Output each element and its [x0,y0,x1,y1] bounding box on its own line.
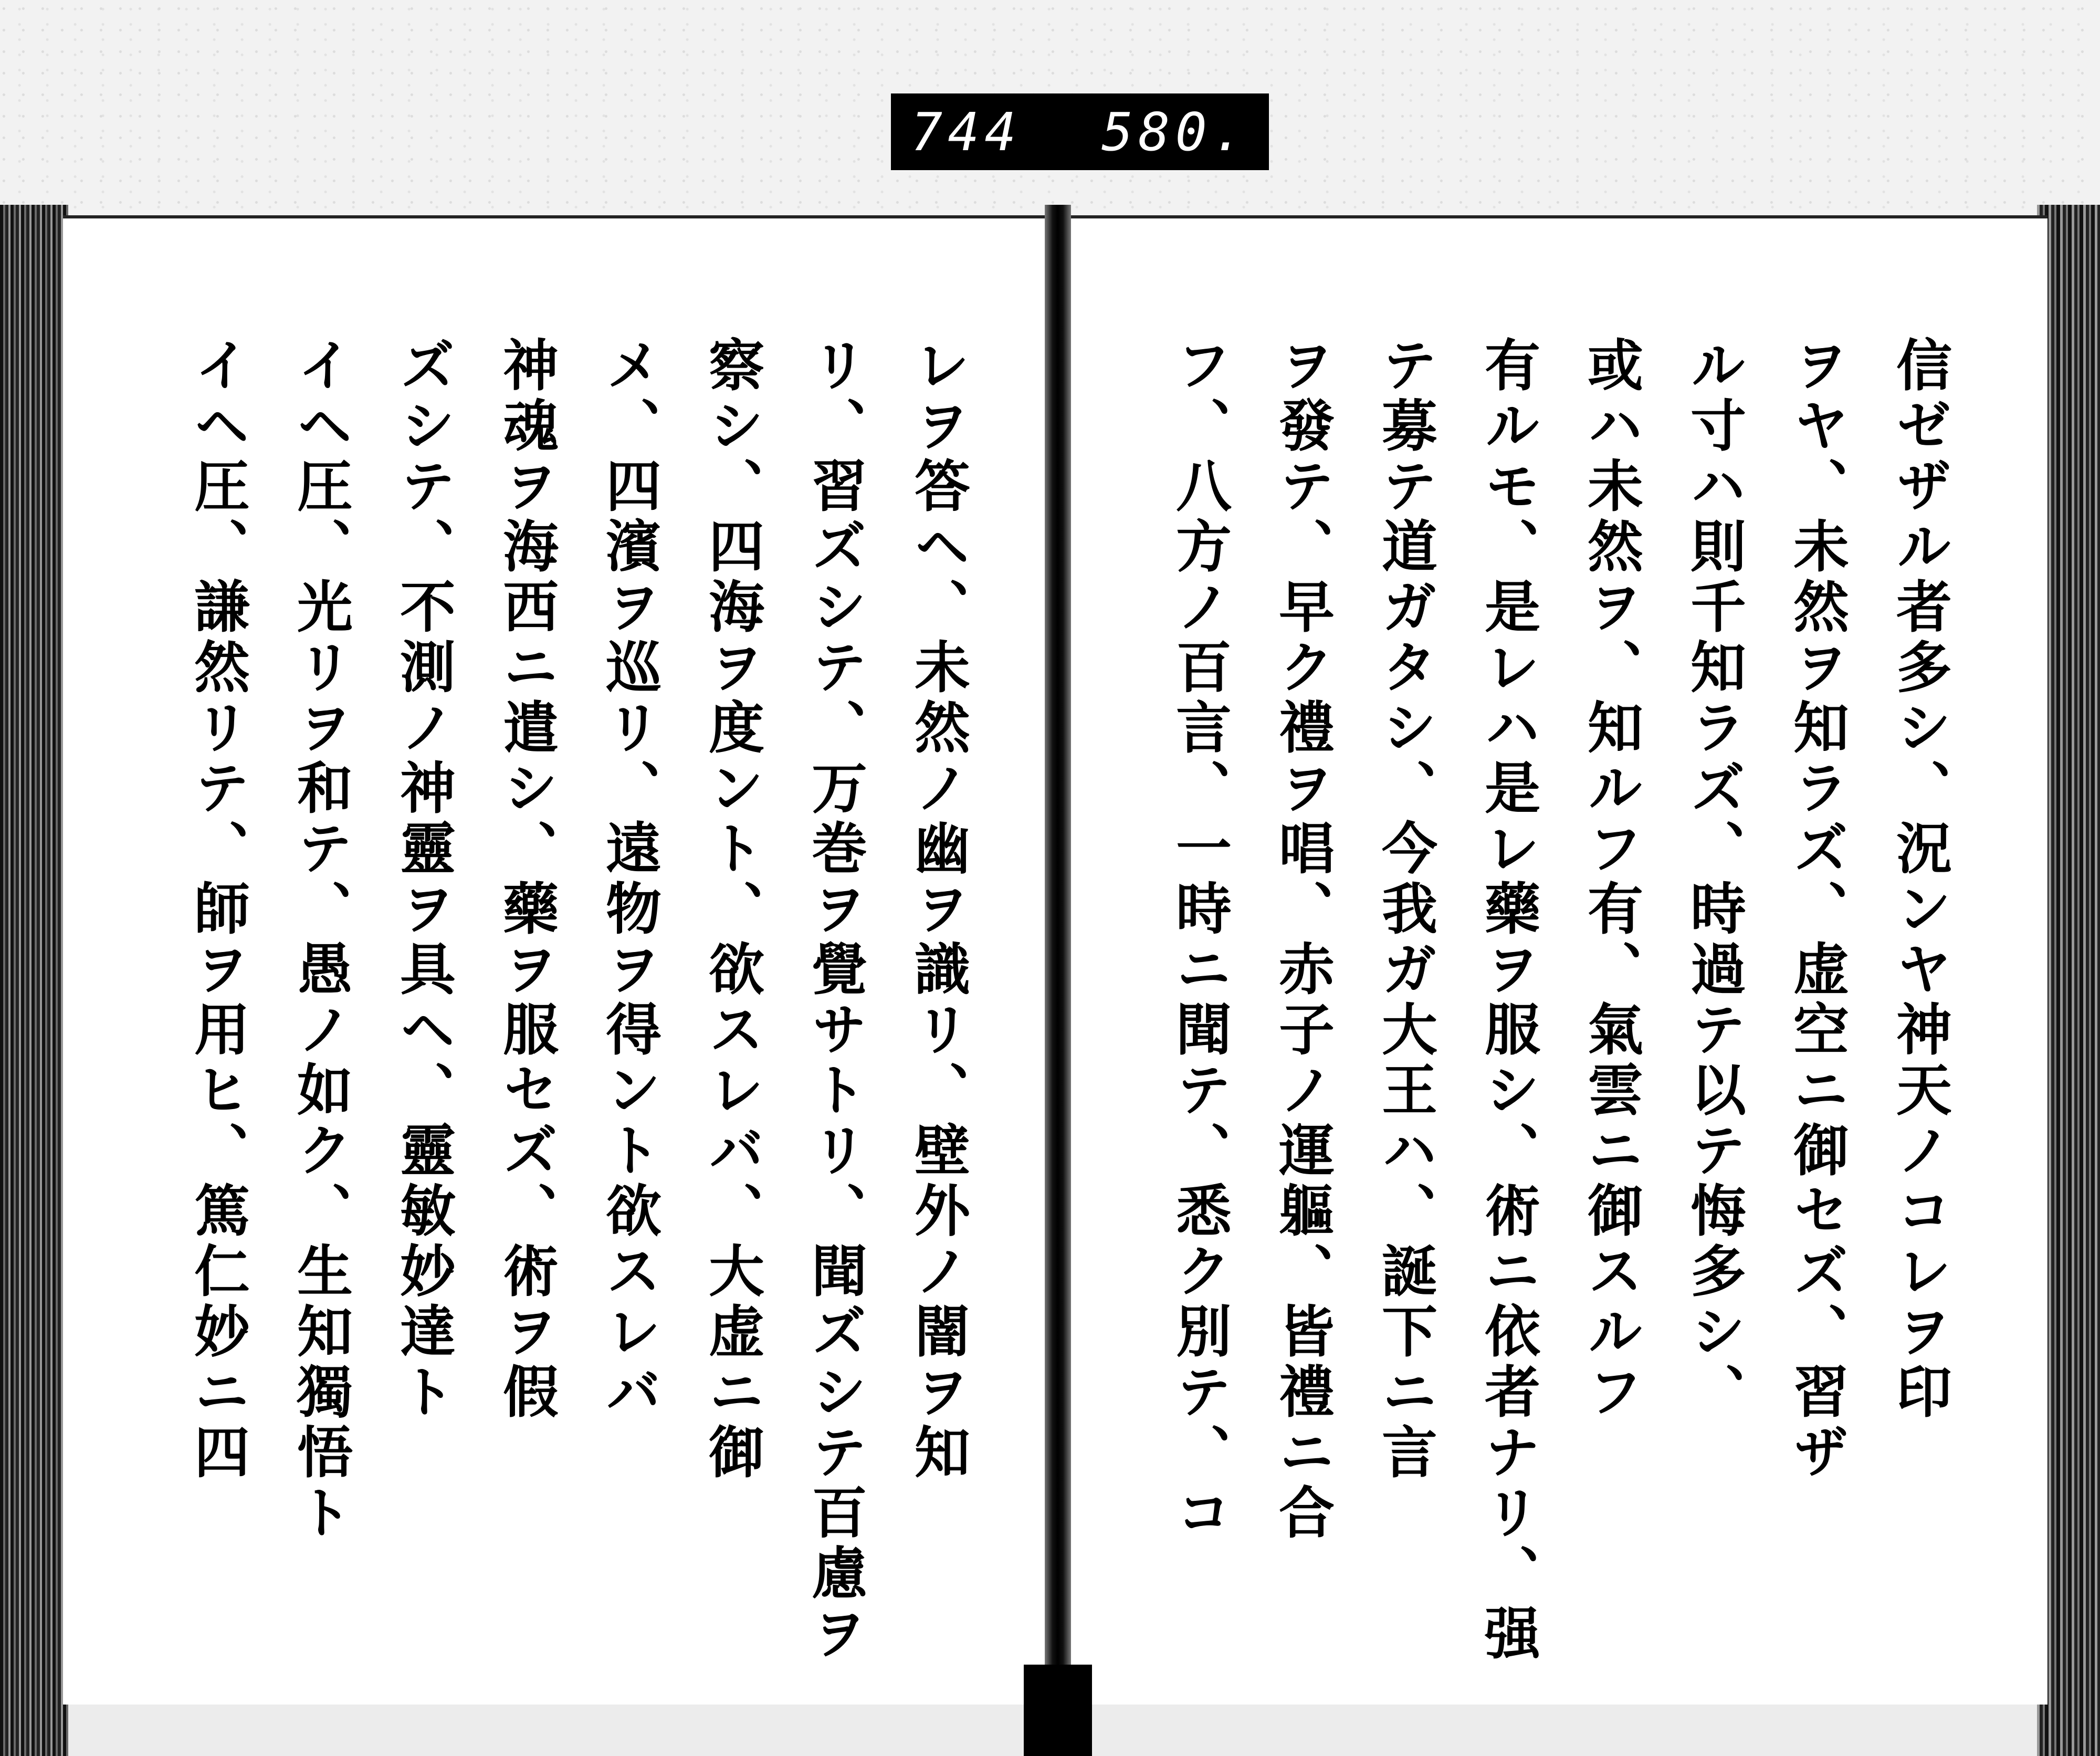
left-page-text [165,336,990,1665]
text-column: 信ゼザル者多シ、況ンヤ神天ノコレヲ印 [1887,336,1953,1423]
text-column: 察シ、四海ヲ度ント、欲スレバ、大虚ニ御 [700,336,765,1483]
frame-counter [891,93,1269,170]
text-column: テ募テ道ガタシ、今我ガ大王ハ、誕下ニ言 [1373,336,1438,1483]
text-column: イヘ圧、光リヲ和テ、愚ノ如ク、生知獨悟ト [288,336,354,1544]
text-column: リ、習ズシテ、万巻ヲ覺サトリ、聞ズシテ百慮ヲ [803,336,868,1665]
text-column: ル寸ハ則千知ラズ、時過テ以テ悔多シ、 [1682,336,1747,1423]
text-column: メ、四濱ヲ巡リ、遠物ヲ得ント欲スレバ [597,336,663,1423]
left-page-edges [0,205,68,1756]
right-page-text [1147,336,1971,1665]
text-column: 有ルモ、是レハ是レ藥ヲ服シ、術ニ依者ナリ、强 [1476,336,1541,1665]
text-column: 神魂ヲ海西ニ遣シ、藥ヲ服セズ、術ヲ假 [494,336,560,1423]
text-column: フ、八方ノ百言、一時ニ聞テ、悉ク別テ、コ [1167,336,1233,1544]
text-column: レヲ答ヘ、未然ノ幽ヲ識リ、壁外ノ闇ヲ知 [906,336,971,1483]
book-gutter [1045,205,1071,1756]
gutter-shadow [1024,1665,1092,1756]
text-column: 或ハ未然ヲ、知ルフ有、氣雲ニ御スルフ [1579,336,1644,1423]
text-column: ヲ發テ、早ク禮ヲ唱、赤子ノ運軀、皆禮ニ合 [1270,336,1336,1544]
text-column: ズシテ、不測ノ神靈ヲ具ヘ、靈敏妙達ト [391,336,457,1423]
text-column: イヘ圧、謙然リテ、師ヲ用ヒ、篤仁妙ニ四 [185,336,251,1483]
page-number: 580. [1101,101,1249,163]
text-column: ヲヤ、未然ヲ知ラズ、虚空ニ御セズ、習ザ [1784,336,1850,1483]
frame-number: 744 [911,101,1022,163]
